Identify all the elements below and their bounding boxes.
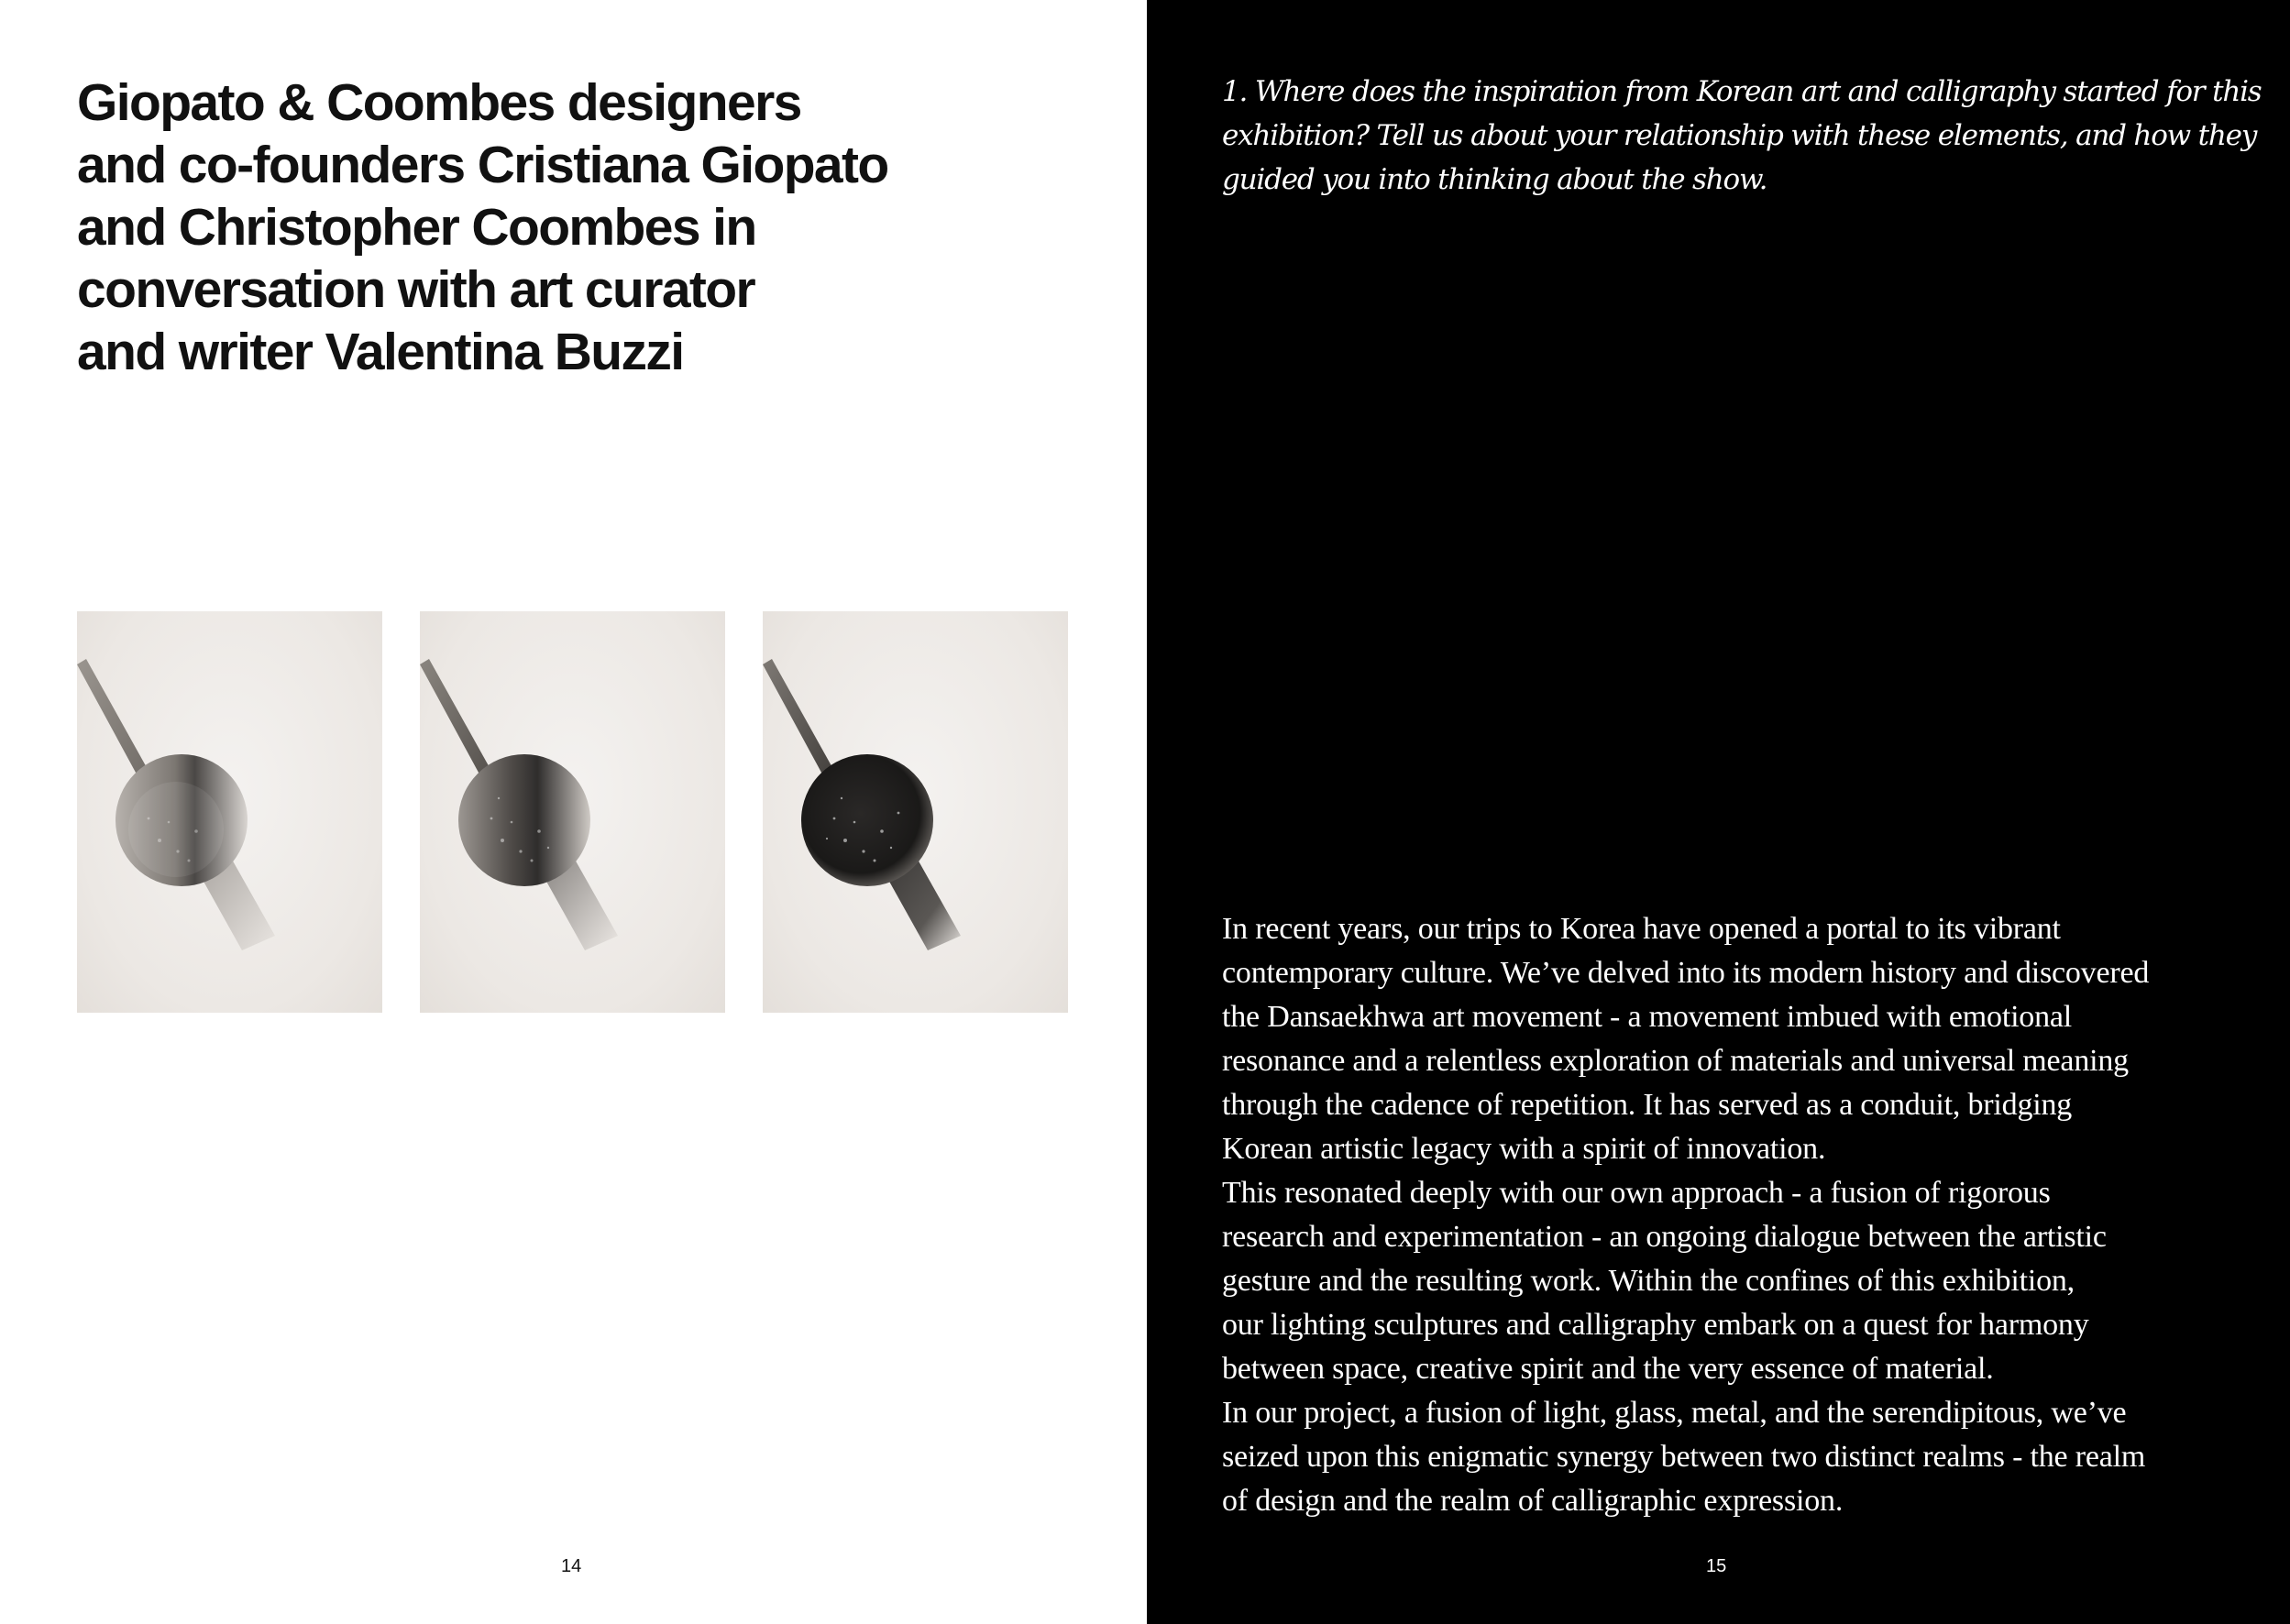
answer-line: This resonated deeply with our own approach - a fusion of rigorous: [1222, 1176, 2051, 1210]
answer-line: our lighting sculptures and calligraphy embark on a quest for harmony: [1222, 1308, 2089, 1342]
headline-line: and co-founders Cristiana Giopato: [77, 136, 888, 194]
headline-line: conversation with art curator: [77, 260, 755, 319]
interview-answer: [1222, 907, 2267, 1523]
page-number: 15: [1706, 1556, 1727, 1576]
answer-line: contemporary culture. We’ve delved into its modern history and discovered: [1222, 956, 2150, 990]
sculpture-photo-1: [77, 611, 382, 1013]
right-page: [1147, 0, 2290, 1624]
headline: [77, 71, 1085, 383]
headline-line: and writer Valentina Buzzi: [77, 323, 684, 381]
headline-line: and Christopher Coombes in: [77, 198, 756, 257]
answer-line: Korean artistic legacy with a spirit of innovation.: [1222, 1132, 1826, 1166]
answer-line: In recent years, our trips to Korea have opened a portal to its vibrant: [1222, 912, 2061, 946]
answer-line: the Dansaekhwa art movement - a movement imbued with emotional: [1222, 1000, 2073, 1034]
answer-line: gesture and the resulting work. Within the confines of this exhibition,: [1222, 1264, 2075, 1298]
sculpture-photo-3: [763, 611, 1068, 1013]
answer-line: of design and the realm of calligraphic expression.: [1222, 1484, 1844, 1518]
answer-line: seized upon this enigmatic synergy between two distinct realms - the realm: [1222, 1440, 2146, 1474]
answer-line: resonance and a relentless exploration of materials and universal meaning: [1222, 1044, 2129, 1078]
question-line: exhibition? Tell us about your relationship with these elements, and how they: [1222, 119, 2257, 152]
answer-line: between space, creative spirit and the very essence of material.: [1222, 1352, 1994, 1386]
interview-question: [1222, 70, 2262, 202]
sculpture-photo-2: [420, 611, 725, 1013]
question-line: 1. Where does the inspiration from Korean art and calligraphy started for this: [1222, 75, 2262, 108]
headline-line: Giopato & Coombes designers: [77, 73, 801, 132]
page-number: 14: [561, 1556, 582, 1576]
answer-line: through the cadence of repetition. It has served as a conduit, bridging: [1222, 1088, 2073, 1122]
answer-line: research and experimentation - an ongoing dialogue between the artistic: [1222, 1220, 2107, 1254]
question-line: guided you into thinking about the show.: [1222, 163, 1767, 196]
answer-line: In our project, a fusion of light, glass, metal, and the serendipitous, we’ve: [1222, 1396, 2127, 1430]
